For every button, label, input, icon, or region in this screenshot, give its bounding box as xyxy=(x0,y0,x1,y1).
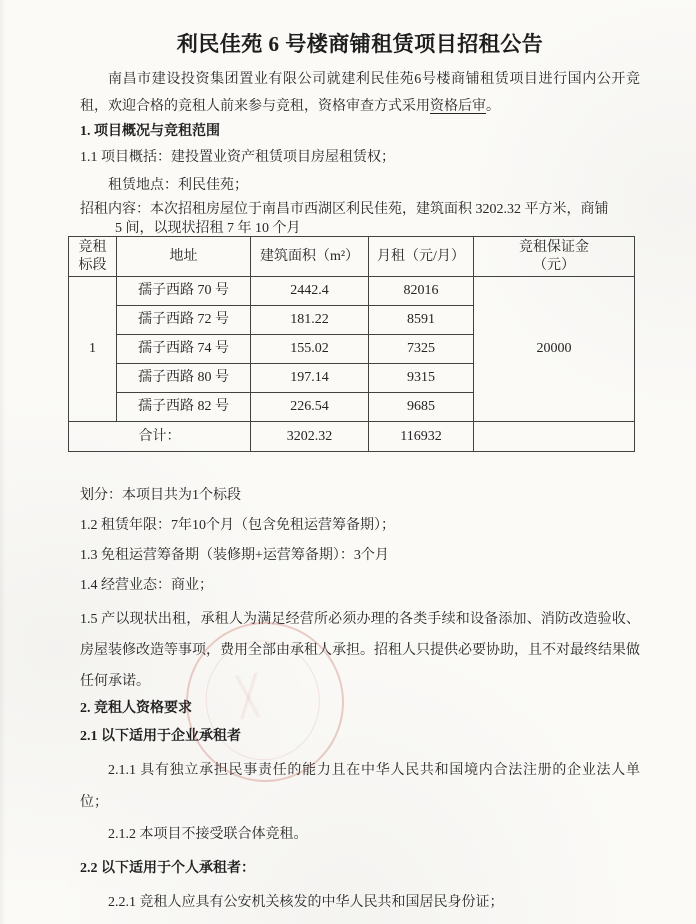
cell-address: 孺子西路 72 号 xyxy=(117,306,251,335)
cell-rent: 7325 xyxy=(369,335,474,364)
header-address: 地址 xyxy=(117,237,251,277)
item-2-2-1: 2.2.1 竞租人应具有公安机关核发的中华人民共和国居民身份证； xyxy=(108,895,504,910)
cell-total-label: 合计： xyxy=(69,422,251,452)
cell-area: 197.14 xyxy=(251,364,369,393)
header-deposit: 竞租保证金 （元） xyxy=(474,237,635,277)
division-note: 划分：本项目共为1个标段 xyxy=(80,488,241,503)
cell-total-area: 3202.32 xyxy=(251,422,369,452)
item-1-3: 1.3 免租运营筹备期（装修期+运营筹备期）：3个月 xyxy=(80,548,389,563)
cell-total-deposit xyxy=(474,422,635,452)
item-2-1-1: 2.1.1 具有独立承担民事责任的能力且在中华人民共和国境内合法注册的企业法人单位； xyxy=(80,763,640,810)
cell-section-no: 1 xyxy=(69,277,117,422)
cell-address: 孺子西路 82 号 xyxy=(117,393,251,422)
intro-paragraph xyxy=(80,66,640,120)
item-1-4: 1.4 经营业态：商业； xyxy=(80,578,213,593)
table-row xyxy=(69,277,635,306)
table-total-row xyxy=(69,422,635,452)
item-1-1: 1.1 项目概括：建投置业资产租赁项目房屋租赁权； xyxy=(80,150,395,165)
rental-content-line2: 5 间，以现状招租 7 年 10 个月 xyxy=(115,221,301,236)
cell-area: 2442.4 xyxy=(251,277,369,306)
intro-underlined-text: 资格后审 xyxy=(430,99,486,114)
section1-heading: 1. 项目概况与竞租范围 xyxy=(80,124,220,139)
table-header-row xyxy=(69,237,635,277)
cell-area: 226.54 xyxy=(251,393,369,422)
intro-text-before: 南昌市建设投资集团置业有限公司就建利民佳苑6号楼商铺租赁项目进行国内公开竞租，欢迎合格的竞租人前来参与竞租，资格审查方式采用 xyxy=(80,72,640,114)
cell-area: 155.02 xyxy=(251,335,369,364)
cell-address: 孺子西路 70 号 xyxy=(117,277,251,306)
cell-deposit: 20000 xyxy=(474,277,635,422)
intro-text-after: 。 xyxy=(486,99,500,114)
header-bid-section: 竞租 标段 xyxy=(69,237,117,277)
lots-table xyxy=(68,236,635,452)
cell-area: 181.22 xyxy=(251,306,369,335)
cell-rent: 82016 xyxy=(369,277,474,306)
cell-total-rent: 116932 xyxy=(369,422,474,452)
page-title: 利民佳苑 6 号楼商铺租赁项目招租公告 xyxy=(176,32,544,56)
rental-content-line1: 招租内容：本次招租房屋位于南昌市西湖区利民佳苑，建筑面积 3202.32 平方米，商铺 xyxy=(80,202,609,217)
rental-location: 租赁地点：利民佳苑； xyxy=(108,178,248,193)
cell-rent: 8591 xyxy=(369,306,474,335)
sub-2-1: 2.1 以下适用于企业承租者 xyxy=(80,729,241,744)
header-area: 建筑面积（m²） xyxy=(251,237,369,277)
section2-heading: 2. 竞租人资格要求 xyxy=(80,701,192,716)
cell-address: 孺子西路 74 号 xyxy=(117,335,251,364)
sub-2-2: 2.2 以下适用于个人承租者： xyxy=(80,861,255,876)
cell-rent: 9685 xyxy=(369,393,474,422)
cell-rent: 9315 xyxy=(369,364,474,393)
item-1-2: 1.2 租赁年限：7年10个月（包含免租运营筹备期）； xyxy=(80,518,395,533)
cell-address: 孺子西路 80 号 xyxy=(117,364,251,393)
item-1-5: 1.5 产以现状出租，承租人为满足经营所必须办理的各类手续和设备添加、消防改造验收、房屋装修改造等事项，费用全部由承租人承担。招租人只提供必要协助，且不对最终结果做任何承诺。 xyxy=(80,612,640,689)
item-2-1-2: 2.1.2 本项目不接受联合体竞租。 xyxy=(108,827,308,842)
header-monthly-rent: 月租（元/月） xyxy=(369,237,474,277)
